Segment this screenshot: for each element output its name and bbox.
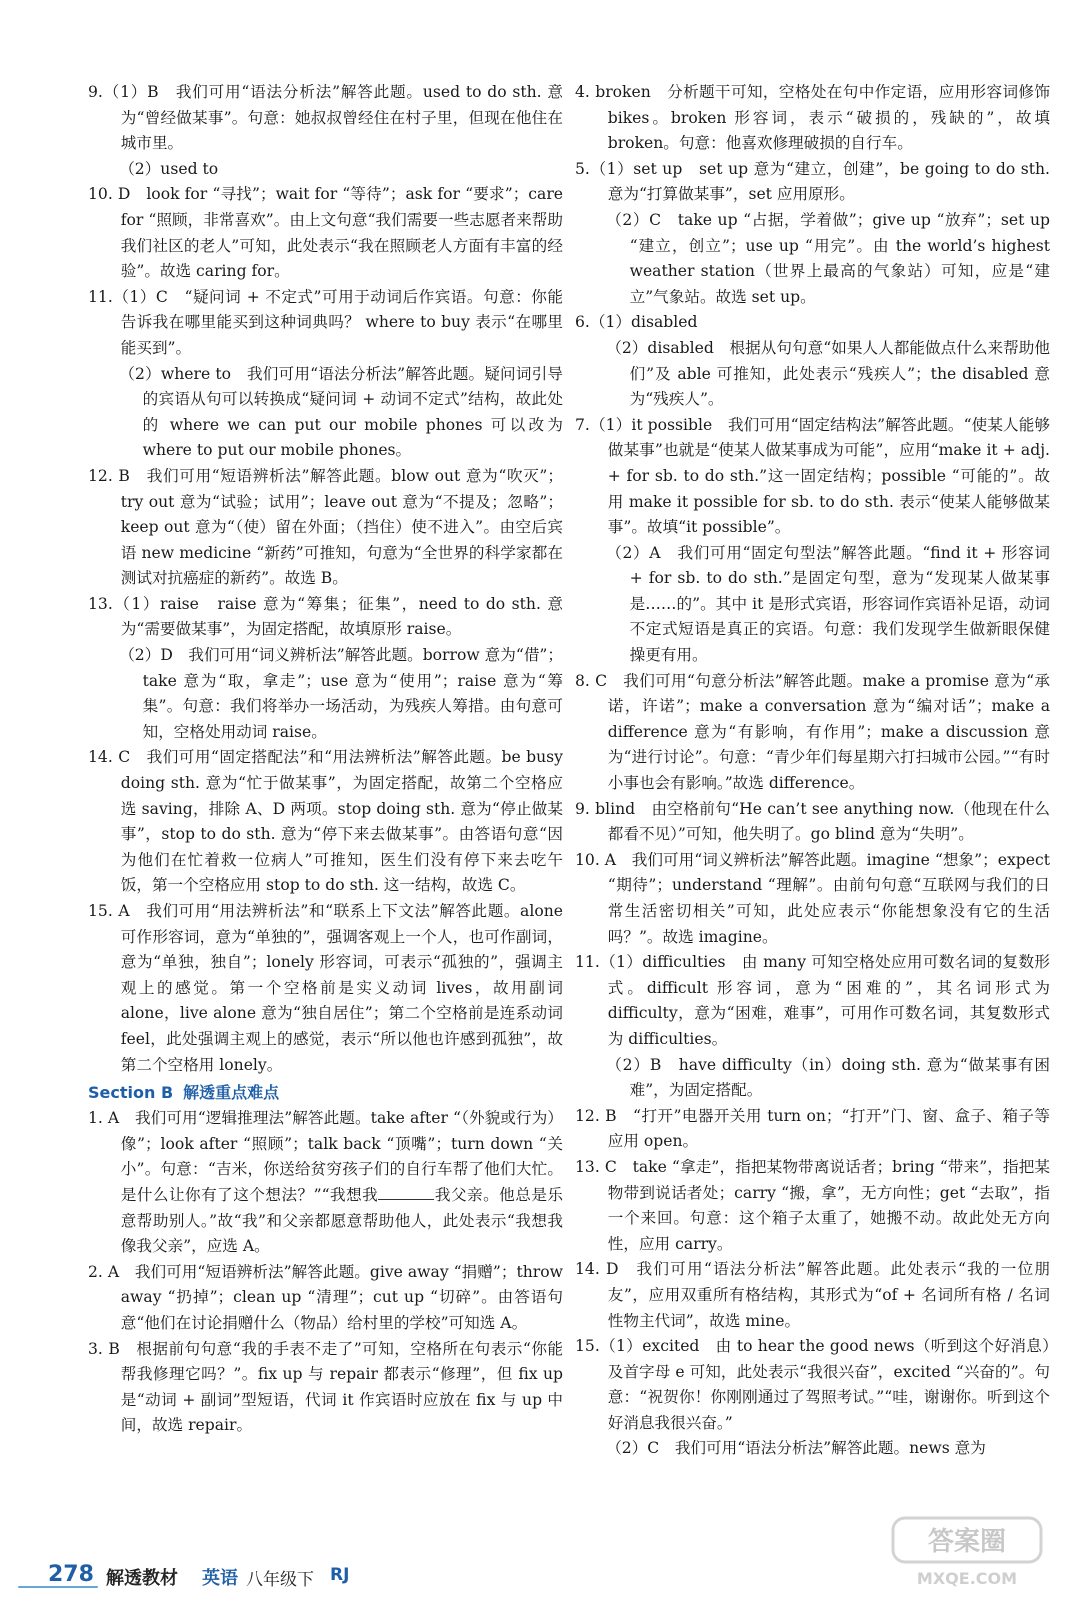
answer-r13: 13. C take “拿走”，指把某物带离说话者；bring “带来”，指把某物带到说话者处；carry “搬，拿”，无方向性；get “去取”，指一个来回。句意：这个箱子太重了，她搬不动。故此处无方向性，应用 carry。 [575,1157,1050,1253]
watermark-url: MXQE.COM [916,1569,1018,1588]
answer-13-part2: （2）D 我们可用“词义辨析法”解答此题。borrow 意为“借”；take 意为“取，拿走”；use 意为“使用”；raise 意为“筹集”。句意：我们将举办一场活动，为残疾人筹措。由句意可知，空格处用动词 raise。 [119,646,563,741]
answer-9-part1: 9.（1）B 我们可用“语法分析法”解答此题。used to do sth. 意为“曾经做某事”。句意：她叔叔曾经住在村子里，但现在他住在城市里。 [88,83,563,153]
answer-r7-part2: （2）A 我们可用“固定句型法”解答此题。“find it + 形容词 + for sb. to do sth.”是固定句型，意为“发现某人做某事是……的”。其中 it 是形式宾语，形容词作宾语补足语，动词不定式短语是真正的宾语。句意：我们发现学生做新眼保健操更有用。 [606,543,1050,665]
answer-10: 10. D look for “寻找”；wait for “等待”；ask for “要求”；care for “照顾，非常喜欢”。由上文句意“我们需要一些志愿者来帮助我们社区的老人”可知，此处表示“我在照顾老人方面有丰富的经验”。故选 caring for。 [88,185,563,281]
answer-r6-part2: （2）disabled 根据从句句意“如果人人都能做点什么来帮助他们”及 able 可推知，此处表示“残疾人”；the disabled 意为“残疾人”。 [606,338,1050,409]
answer-b1 [88,1106,563,1260]
answer-r5-part1: 5.（1）set up set up 意为“建立，创建”，be going to do sth. 意为“打算做某事”，set 应用原形。 [575,159,1050,204]
answer-9-part2: （2）used to [119,159,219,178]
answer-b1-text-before: 1. A 我们可用“逻辑推理法”解答此题。take after “（外貌或行为）像”；look after “照顾”；talk back “顶嘴”；turn down “关小”。句意：“吉米，你送给贫穷孩子们的自行车帮了他们大忙。是什么让你有了这个想法？”“我想我 [88,1109,563,1204]
grade-label: 八年级下 [246,1570,314,1590]
answer-14: 14. C 我们可用“固定搭配法”和“用法辨析法”解答此题。be busy doing sth. 意为“忙于做某事”，为固定搭配，故第二个空格应选 saving，排除 A、D 两项。stop doing sth. 意为“停止做某事”，stop to do sth. 意为“停下来去做某事”。由答语句意“因为他们在忙着救一位病人”可推知，医生们没有停下来去吃午饭，第一个空格应用 stop to do sth. 这一结构，故选 C。 [88,748,563,895]
page-number: 278 [48,1562,94,1587]
answer-15: 15. A 我们可用“用法辨析法”和“联系上下文法”解答此题。alone 可作形容词，意为“单独的”，强调客观上一个人，也可作副词，意为“单独，独自”；lonely 形容词，可表示“孤独的”，强调主观上的感觉。第一个空格前是实义动词 lives，故用副词 alone，live alone 意为“独自居住”；第二个空格前是连系动词 feel，此处强调主观上的感觉，表示“所以他也许感到孤独”，故第二个空格用 lonely。 [88,902,563,1074]
answer-r7-part1: 7.（1）it possible 我们可用“固定结构法”解答此题。“使某人能够做某事”也就是“使某人做某事成为可能”，应用“make it + adj. + for sb. to do sth.”这一固定结构；possible “可能的”。故用 make it possible for sb. to do sth. 表示“使某人能够做某事”。故填“it possible”。 [575,415,1050,537]
answer-r15-part1: 15.（1）excited 由 to hear the good news（听到这个好消息）及首字母 e 可知，此处表示“我很兴奋”，excited “兴奋的”。句意：“祝贺你！你刚刚通过了驾照考试。”“哇，谢谢你。听到这个好消息我很兴奋。” [575,1337,1050,1432]
answer-b3: 3. B 根据前句句意“我的手表不走了”可知，空格所在句表示“你能帮我修理它吗？”。fix up 与 repair 都表示“修理”，但 fix up 是“动词 + 副词”型短语，代词 it 作宾语时应放在 fix 与 up 中间，故选 repair。 [88,1339,563,1435]
answer-r5-part2: （2）C take up “占据，学着做”；give up “放弃”；set up “建立，创立”；use up “用完”。由 the world’s highest weather station（世界上最高的气象站）可知，应是“建立”气象站。故选 set up。 [606,210,1050,306]
answer-11-part2: （2）where to 我们可用“语法分析法”解答此题。疑问词引导的宾语从句可以转换成“疑问词 + 动词不定式”结构，故此处的 where we can put our mobile phones 可以改为 where to put our mobile phones。 [119,364,563,460]
answer-r8: 8. C 我们可用“句意分析法”解答此题。make a promise 意为“承诺，许诺”；make a conversation 意为“编对话”；make a difference 意为“有影响，有作用”；make a discussion 意为“进行讨论”。句意：“青少年们每星期六打扫城市公园。”“有时小事也会有影响。”故选 difference。 [575,671,1050,793]
watermark-text: 答案圈 [927,1527,1007,1557]
section-label: Section B [88,1083,174,1103]
answer-13-part1: 13.（1）raise raise 意为“筹集；征集”，need to do sth. 意为“需要做某事”，为固定搭配，故填原形 raise。 [88,594,563,639]
book-title: 解透教材 [106,1568,178,1589]
answer-b1-text-after: 我父亲。他总是乐意帮助别人。”故“我”和父亲都愿意帮助他人，此处表示“我想我像我父亲”，应选 A。 [120,1185,563,1256]
answer-r12: 12. B “打开”电器开关用 turn on；“打开”门、窗、盒子、箱子等应用 open。 [575,1106,1050,1151]
answer-r9: 9. blind 由空格前句“He can’t see anything now.（他现在什么都看不见）”可知，他失明了。go blind 意为“失明”。 [575,799,1050,844]
subject-label: 英语 [202,1568,238,1589]
answer-11-part1: 11.（1）C “疑问词 + 不定式”可用于动词后作宾语。句意：你能告诉我在哪里能买到这种词典吗？ where to buy 表示“在哪里能买到”。 [88,287,563,357]
answer-b2: 2. A 我们可用“短语辨析法”解答此题。give away “捐赠”；throw away “扔掉”；clean up “清理”；cut up “切碎”。由答语句意“他们在讨论捐赠什么（物品）给村里的学校”可知选 A。 [88,1262,563,1332]
answer-r10: 10. A 我们可用“词义辨析法”解答此题。imagine “想象”；expect “期待”；understand “理解”。由前句句意“互联网与我们的日常生活密切相关”可知，此处应表示“你能想象没有它的生活吗？”。故选 imagine。 [575,850,1050,946]
answer-r15-part2: （2）C 我们可用“语法分析法”解答此题。news 意为 [606,1439,986,1458]
answer-r11-part1: 11.（1）difficulties 由 many 可知空格处应用可数名词的复数形式。difficult 形容词，意为“困难的”，其名词形式为 difficulty，意为“困难，难事”，可用作可数名词，其复数形式为 difficulties。 [575,953,1050,1048]
answer-r14: 14. D 我们可用“语法分析法”解答此题。此处表示“我的一位朋友”，应用双重所有格结构，其形式为“of + 名词所有格 / 名词性物主代词”，故选 mine。 [575,1260,1050,1330]
section-title: 解透重点难点 [183,1083,280,1103]
answer-blank [378,1183,434,1200]
answer-12: 12. B 我们可用“短语辨析法”解答此题。blow out 意为“吹灭”；try out 意为“试验；试用”；leave out 意为“不提及；忽略”；keep out 意为“（使）留在外面；（挡住）使不进入”。由空后宾语 new medicine “新药”可推知，句意为“全世界的科学家都在测试对抗癌症的新药”。故选 B。 [88,466,563,588]
answer-r4: 4. broken 分析题干可知，空格处在句中作定语，应用形容词修饰 bikes。broken 形容词，表示“破损的，残缺的”，故填 broken。句意：他喜欢修理破损的自行车。 [575,83,1050,153]
answer-r6-part1: 6.（1）disabled [575,313,698,332]
watermark-logo [887,1512,1047,1592]
left-column [88,80,563,1439]
right-column [575,80,1050,1462]
answer-r11-part2: （2）B have difficulty（in）doing sth. 意为“做某事有困难”，为固定搭配。 [606,1055,1050,1100]
edition-label: RJ [330,1565,350,1585]
section-heading [88,1080,563,1106]
